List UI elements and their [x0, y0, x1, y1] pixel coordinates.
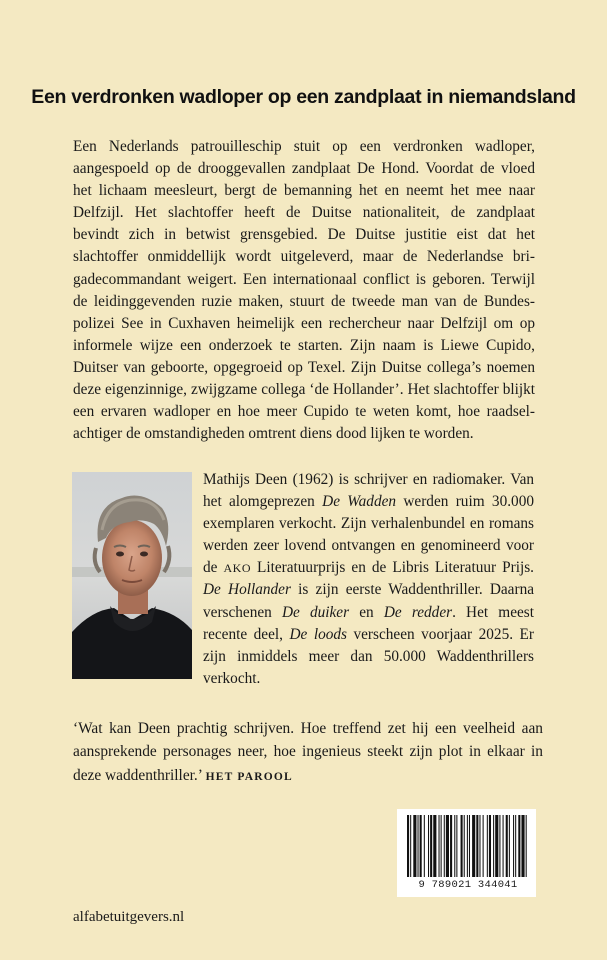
- barcode-bar: [461, 815, 463, 877]
- review-quote: [73, 717, 543, 789]
- bio-text: . Het meest recente deel,: [203, 603, 534, 643]
- barcode-bar: [493, 815, 494, 877]
- bio-text: verscheen voorjaar 2025. Er zijn inmiddels meer dan 50.000 Waddenthrillers verkocht.: [203, 625, 534, 687]
- barcode-bar: [446, 815, 449, 877]
- barcode-bar: [503, 815, 504, 877]
- book-title: De redder: [383, 603, 453, 621]
- barcode-bar: [464, 815, 465, 877]
- bio-text: werden ruim 30.000 exemplaren verkocht. Zijn verhalenbundel en romans werden zeer lovend ontvangen en genomineerd voor de: [203, 493, 534, 577]
- bio-text: (1962) is schrijver en radiomaker. Van het alomgeprezen: [203, 471, 535, 511]
- barcode-bar: [444, 815, 445, 877]
- barcode-bar: [418, 815, 419, 877]
- barcode-bar: [410, 815, 411, 877]
- blurb-line: de leidinggevenden ruzie maken, stuurt de tweede man van de Bundes-: [73, 292, 535, 310]
- barcode-bar: [526, 815, 527, 877]
- barcode-bar: [472, 815, 475, 877]
- blurb-line: Duitser van geboorte, opgegroeid op Texel. Zijn Duitse collega’s noemen: [73, 358, 535, 376]
- blurb-line: bevindt zich in betwist grensgebied. De Duitse justitie eist dat het: [73, 226, 535, 244]
- quote-source: HET PAROOL: [205, 770, 293, 783]
- barcode-bar: [476, 815, 478, 877]
- barcode-bar: [456, 815, 457, 877]
- barcode-bars: [405, 815, 528, 879]
- book-title: De Hollander: [203, 581, 291, 599]
- barcode-bar: [521, 815, 524, 877]
- bio-text: is zijn eerste Waddenthriller. Daarna verschenen: [203, 581, 535, 621]
- blurb-line: het lichaam meesleurt, bergt de bemanning het en neemt het mee naar: [73, 182, 535, 200]
- barcode-bar: [467, 815, 468, 877]
- isbn-barcode: [397, 809, 536, 897]
- author-bio: [203, 469, 534, 690]
- blurb-line: een ervaren wadloper en hoe meer Cupido te weten komt, hoe raadsel-: [73, 403, 535, 421]
- bio-text: en: [349, 603, 384, 621]
- blurb-line: aangespoeld op de drooggevallen zandplaat De Hond. Voordat de vloed: [73, 160, 535, 178]
- barcode-bar: [439, 815, 440, 877]
- book-title: De Wadden: [322, 493, 397, 511]
- blurb-line: Een Nederlands patrouilleschip stuit op een verdronken wadloper,: [73, 138, 535, 155]
- blurb-line: deze eigenzinnige, zwijgzame collega ‘de Hollander’. Het slachtoffer blijkt: [73, 381, 535, 399]
- bio-text: Literatuurprijs en de Libris Literatuur Prijs.: [250, 559, 535, 577]
- barcode-bar: [489, 815, 491, 877]
- author-name: Mathijs Deen: [203, 471, 288, 488]
- barcode-bar: [430, 815, 432, 877]
- barcode-bar: [454, 815, 455, 877]
- blurb-line: polizei See in Cuxhaven heimelijk een rechercheur naar Delfzijl om op: [73, 314, 535, 332]
- barcode-bar: [441, 815, 442, 877]
- blurb-line: slachtoffer onmiddellijk wordt uitgeleverd, maar de Nederlandse bri-: [73, 248, 535, 266]
- barcode-bar: [450, 815, 452, 877]
- prize-abbreviation: AKO: [223, 561, 251, 576]
- isbn-number: 9 789021 344041: [418, 879, 518, 891]
- barcode-bar: [509, 815, 510, 877]
- book-title: De loods: [289, 625, 347, 643]
- barcode-bar: [424, 815, 425, 877]
- barcode-bar: [479, 815, 480, 877]
- publisher-url: alfabetuitgevers.nl: [73, 909, 185, 925]
- barcode-bar: [499, 815, 500, 877]
- blurb-line: Delfzijl. Het slachtoffer heeft de Duitse nationaliteit, de zandplaat: [73, 204, 535, 222]
- author-photo: [72, 472, 192, 679]
- barcode-bar: [420, 815, 422, 877]
- back-cover-title: Een verdronken wadloper op een zandplaat in niemandsland: [31, 86, 576, 108]
- blurb-line: achtiger de omstandigheden omtrent diens dood lijken te worden.: [73, 425, 474, 443]
- barcode-bar: [495, 815, 498, 877]
- barcode-bar: [433, 815, 436, 877]
- barcode-bar: [413, 815, 416, 877]
- barcode-bar: [469, 815, 470, 877]
- barcode-bar: [407, 815, 409, 877]
- book-title: De duiker: [281, 603, 350, 621]
- barcode-bar: [518, 815, 520, 877]
- barcode-bar: [515, 815, 516, 877]
- blurb-line: gadecommandant weigert. Een internationaal conflict is geboren. Terwijl: [73, 270, 535, 288]
- author-portrait-image: [72, 472, 192, 679]
- barcode-bar: [483, 815, 484, 877]
- barcode-bar: [487, 815, 488, 877]
- blurb-text: [73, 136, 535, 445]
- barcode-bar: [513, 815, 514, 877]
- blurb-line: informele wijze een onderzoek te starten. Zijn naam is Liewe Cupido,: [73, 336, 535, 354]
- barcode-bar: [506, 815, 508, 877]
- quote-text: ‘Wat kan Deen prachtig schrijven. Hoe treffend zet hij een veelheid aan aansprekende personages neer, hoe ingenieus steekt zijn plot in elkaar in deze waddenthriller.’: [73, 720, 543, 784]
- barcode-bar: [428, 815, 429, 877]
